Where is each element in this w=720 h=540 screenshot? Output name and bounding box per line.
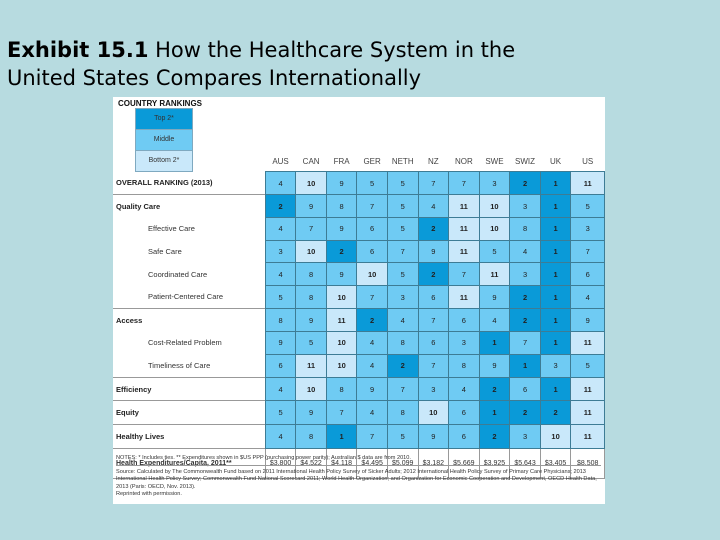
rank-cell: 10: [326, 354, 356, 377]
rank-cell: 2: [357, 309, 388, 332]
rank-cell: 10: [326, 332, 356, 355]
rank-cell: 11: [449, 285, 480, 308]
row-label: Effective Care: [148, 224, 195, 234]
rank-cell: 11: [449, 218, 480, 241]
rank-cell: 11: [479, 263, 510, 286]
rank-cell: 5: [265, 401, 296, 425]
rank-cell: 4: [357, 401, 388, 425]
row-label: Timeliness of Care: [148, 361, 211, 371]
rank-cell: 9: [296, 401, 327, 425]
rank-cell: 7: [357, 425, 388, 449]
expenditure-cell: $5,099: [387, 448, 418, 478]
rank-cell: 1: [326, 425, 356, 449]
row-label: Efficiency: [113, 377, 265, 401]
rank-cell: 11: [296, 354, 327, 377]
rank-cell: 2: [479, 425, 510, 449]
rank-cell: 8: [326, 195, 356, 218]
rank-cell: 3: [387, 285, 418, 308]
rank-cell: 2: [387, 354, 418, 377]
rank-cell: 11: [571, 401, 605, 425]
rank-cell: 3: [540, 354, 571, 377]
rank-cell: 6: [357, 240, 388, 263]
table-row: [113, 172, 605, 195]
legend-top: Top 2*: [135, 108, 193, 129]
rank-cell: 9: [326, 218, 356, 241]
table-row: [113, 195, 605, 218]
row-label: Cost-Related Problem: [148, 338, 222, 348]
rank-cell: 3: [510, 195, 541, 218]
rank-cell: 10: [357, 263, 388, 286]
rank-cell: 9: [265, 332, 296, 355]
rank-cell: 2: [540, 401, 571, 425]
column-header: NETH: [391, 157, 414, 166]
rank-cell: 6: [571, 263, 605, 286]
expenditure-cell: $5,669: [449, 448, 480, 478]
rank-cell: 8: [326, 377, 356, 401]
rank-cell: 2: [326, 240, 356, 263]
rank-cell: 6: [418, 285, 449, 308]
rank-cell: 1: [540, 218, 571, 241]
rank-cell: 8: [296, 425, 327, 449]
rank-cell: 9: [296, 195, 327, 218]
rank-cell: 7: [571, 240, 605, 263]
source-note: Source: Calculated by The Commonwealth Fund based on 2011 International Health Policy Survey of Sicker Adults; 2012 International Health Policy Survey of Primary Care Physicians; 2013 International Health Policy Survey; Commonwealth Fund National Scorecard 2011; World Health Organization; and Organization for Economic Cooperation and Development, OECD Health Data, 2013 (Paris: OECD, Nov. 2013).: [116, 468, 597, 490]
rank-cell: 7: [357, 195, 388, 218]
rank-cell: 11: [326, 309, 356, 332]
rank-cell: 5: [571, 195, 605, 218]
column-header: GER: [363, 157, 381, 166]
rank-cell: 11: [571, 332, 605, 355]
notes: [116, 455, 601, 499]
rank-cell: 2: [479, 377, 510, 401]
rank-cell: 7: [449, 263, 480, 286]
rank-cell: 5: [265, 285, 296, 308]
legend-heading: COUNTRY RANKINGS: [118, 99, 203, 108]
rank-cell: 9: [357, 377, 388, 401]
rank-cell: 4: [265, 263, 296, 286]
legend-bottom: Bottom 2*: [135, 150, 193, 172]
rank-cell: 1: [479, 332, 510, 355]
rank-cell: 4: [265, 218, 296, 241]
rank-cell: 8: [296, 285, 327, 308]
rank-cell: 1: [479, 401, 510, 425]
column-header: NZ: [427, 157, 439, 166]
rank-cell: 4: [449, 377, 480, 401]
rank-cell: 7: [449, 172, 480, 195]
rank-cell: 1: [540, 263, 571, 286]
rank-cell: 4: [265, 425, 296, 449]
rank-cell: 10: [326, 285, 356, 308]
expenditure-cell: $8,508: [571, 448, 605, 478]
expenditure-cell: $3,405: [540, 448, 571, 478]
rank-cell: 7: [387, 377, 418, 401]
row-label: Quality Care: [113, 195, 265, 218]
rank-cell: 6: [449, 425, 480, 449]
rank-cell: 9: [418, 425, 449, 449]
rank-cell: 2: [510, 285, 541, 308]
rank-cell: 7: [357, 285, 388, 308]
rank-cell: 3: [265, 240, 296, 263]
rank-cell: 6: [357, 218, 388, 241]
table-row: [113, 309, 605, 332]
column-header: CAN: [302, 157, 320, 166]
row-label: Coordinated Care: [148, 269, 208, 279]
rank-cell: 4: [357, 332, 388, 355]
rank-cell: 4: [510, 240, 541, 263]
rank-cell: 7: [326, 401, 356, 425]
row-label: Patient-Centered Care: [148, 292, 224, 302]
rank-cell: 10: [540, 425, 571, 449]
table-row: [113, 354, 605, 377]
expenditure-cell: $5,643: [510, 448, 541, 478]
rank-cell: 8: [387, 332, 418, 355]
rank-cell: 4: [357, 354, 388, 377]
table-row: [113, 425, 605, 449]
rank-cell: 1: [540, 309, 571, 332]
rank-cell: 8: [449, 354, 480, 377]
rank-cell: 7: [418, 172, 449, 195]
rank-cell: 5: [387, 218, 418, 241]
rank-cell: 4: [479, 309, 510, 332]
rank-cell: 1: [540, 332, 571, 355]
rank-cell: 6: [449, 401, 480, 425]
rank-cell: 9: [479, 285, 510, 308]
rank-cell: 3: [479, 172, 510, 195]
rank-cell: 4: [265, 172, 296, 195]
table-row: [113, 332, 605, 355]
rank-cell: 5: [387, 172, 418, 195]
expenditure-cell: $3,800: [265, 448, 296, 478]
rank-cell: 7: [418, 309, 449, 332]
rank-cell: 1: [540, 172, 571, 195]
rank-cell: 11: [571, 172, 605, 195]
expenditure-cell: $3,925: [479, 448, 510, 478]
column-header: FRA: [333, 157, 350, 166]
rank-cell: 8: [296, 263, 327, 286]
rank-cell: 9: [418, 240, 449, 263]
rank-cell: 4: [571, 285, 605, 308]
rank-cell: 9: [571, 309, 605, 332]
expenditures-label: Health Expenditures/Capita, 2011**: [113, 448, 265, 478]
rank-cell: 10: [418, 401, 449, 425]
table-row: [113, 240, 605, 263]
rank-cell: 6: [418, 332, 449, 355]
rank-cell: 1: [540, 195, 571, 218]
rank-cell: 10: [479, 218, 510, 241]
table-row: [113, 285, 605, 308]
rank-cell: 2: [510, 309, 541, 332]
column-header: SWIZ: [515, 157, 536, 166]
rank-cell: 8: [265, 309, 296, 332]
rankings-table: [113, 152, 605, 479]
rank-cell: 3: [571, 218, 605, 241]
rank-cell: 2: [418, 218, 449, 241]
rank-cell: 7: [387, 240, 418, 263]
rank-cell: 2: [265, 195, 296, 218]
rank-cell: 10: [296, 377, 327, 401]
expenditure-cell: $4,118: [326, 448, 356, 478]
table-row: [113, 263, 605, 286]
rank-cell: 8: [387, 401, 418, 425]
column-header: SWE: [485, 157, 504, 166]
rank-cell: 10: [296, 172, 327, 195]
table-row: [113, 401, 605, 425]
row-label: Safe Care: [148, 247, 182, 257]
rank-cell: 2: [510, 401, 541, 425]
reprint-note: Reprinted with permission.: [116, 491, 182, 498]
rank-cell: 5: [387, 195, 418, 218]
rank-cell: 5: [387, 263, 418, 286]
expenditure-cell: $3,182: [418, 448, 449, 478]
rank-cell: 9: [326, 263, 356, 286]
rank-cell: 4: [387, 309, 418, 332]
row-label: Access: [113, 309, 265, 332]
column-header: NOR: [454, 157, 473, 166]
header-row: [113, 152, 605, 172]
rank-cell: 3: [449, 332, 480, 355]
rank-cell: 2: [510, 172, 541, 195]
rank-cell: 6: [510, 377, 541, 401]
rank-cell: 8: [510, 218, 541, 241]
column-header: UK: [550, 157, 562, 166]
rank-cell: 7: [510, 332, 541, 355]
rank-cell: 9: [296, 309, 327, 332]
rank-cell: 11: [449, 240, 480, 263]
rank-cell: 5: [479, 240, 510, 263]
rank-cell: 3: [510, 425, 541, 449]
rank-cell: 4: [265, 377, 296, 401]
row-label: Healthy Lives: [113, 425, 265, 449]
rank-cell: 9: [479, 354, 510, 377]
rank-cell: 5: [571, 354, 605, 377]
rank-cell: 1: [540, 240, 571, 263]
rank-cell: 2: [418, 263, 449, 286]
column-header: AUS: [272, 157, 289, 166]
rank-cell: 7: [296, 218, 327, 241]
rank-cell: 4: [418, 195, 449, 218]
rank-cell: 6: [265, 354, 296, 377]
rank-cell: 1: [540, 285, 571, 308]
rank-cell: 9: [326, 172, 356, 195]
rank-cell: 5: [357, 172, 388, 195]
rank-cell: 5: [387, 425, 418, 449]
rank-cell: 10: [479, 195, 510, 218]
rank-cell: 1: [540, 377, 571, 401]
rank-cell: 5: [296, 332, 327, 355]
rank-cell: 11: [571, 377, 605, 401]
expenditure-cell: $4,522: [296, 448, 327, 478]
column-header: US: [582, 157, 594, 166]
rank-cell: 3: [418, 377, 449, 401]
rankings-exhibit: [113, 97, 605, 504]
title-line2: United States Compares Internationally: [7, 66, 422, 90]
legend-middle: Middle: [135, 129, 193, 150]
row-label: OVERALL RANKING (2013): [116, 178, 213, 188]
slide-title: [7, 36, 515, 92]
notes-line: NOTES: * Includes ties. ** Expenditures shown in $US PPP (purchasing power parity); Australian $ data are from 2010.: [116, 455, 601, 466]
table-row: [113, 377, 605, 401]
rank-cell: 6: [449, 309, 480, 332]
exhibit-number: Exhibit 15.1: [7, 38, 149, 62]
expenditure-cell: $4,495: [357, 448, 388, 478]
title-line1: How the Healthcare System in the: [148, 38, 516, 62]
rank-cell: 11: [571, 425, 605, 449]
rank-cell: 3: [510, 263, 541, 286]
rank-cell: 7: [418, 354, 449, 377]
row-label: Equity: [113, 401, 265, 425]
rank-cell: 11: [449, 195, 480, 218]
rank-cell: 1: [510, 354, 541, 377]
rank-cell: 10: [296, 240, 327, 263]
table-row: [113, 218, 605, 241]
